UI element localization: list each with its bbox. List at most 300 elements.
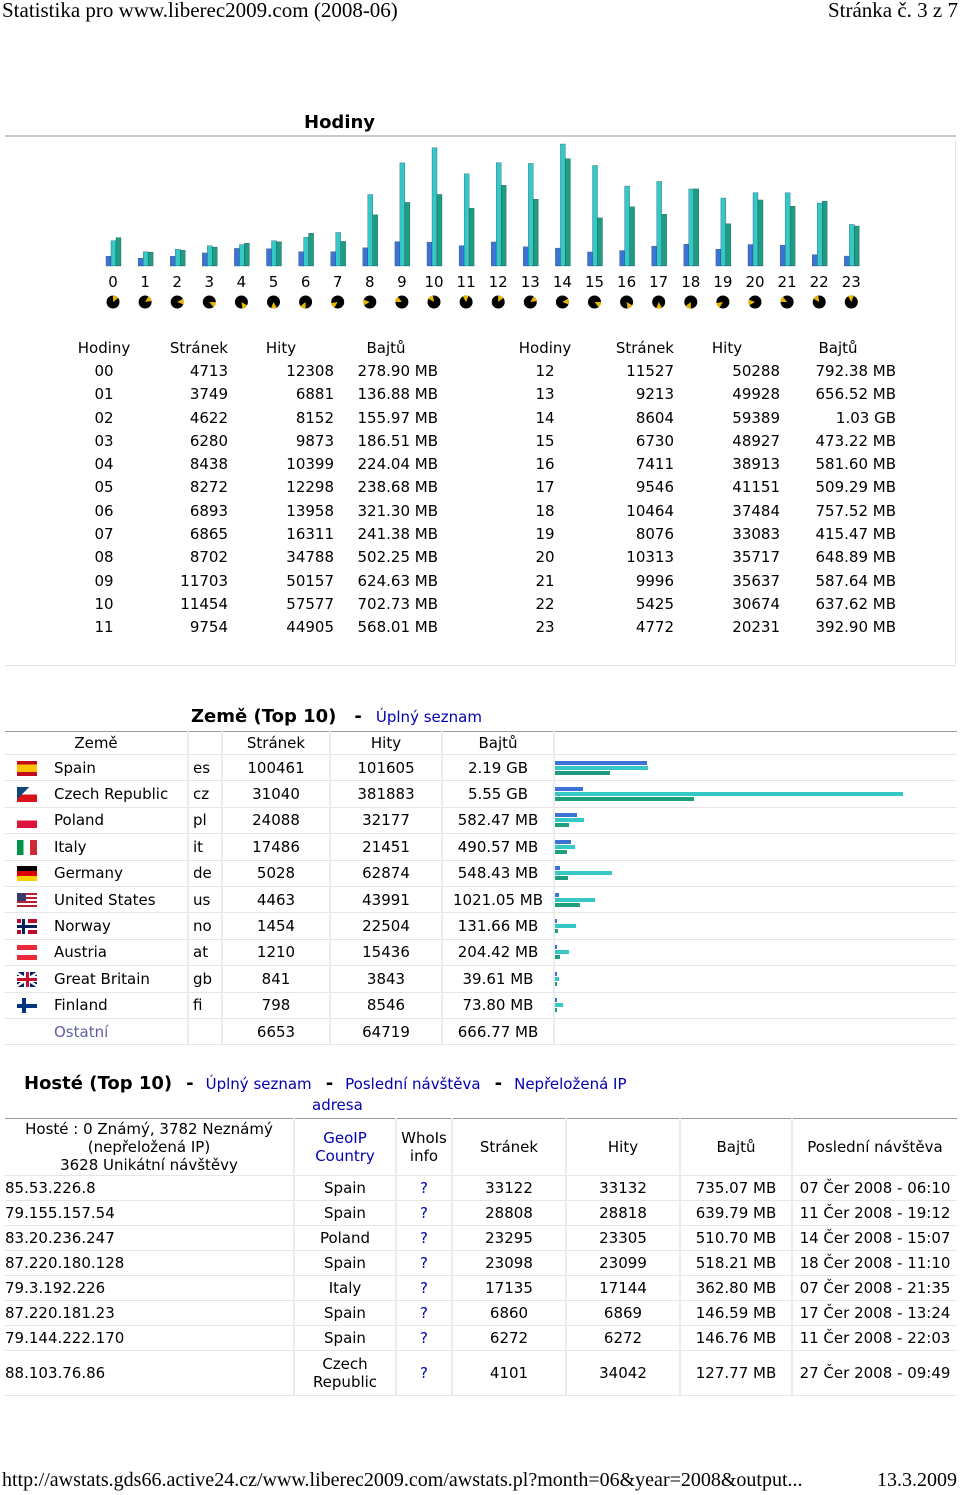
bytes-cell: 278.90 MB (357, 361, 438, 380)
host-country: Spain (294, 1301, 396, 1326)
country-name-cell (5, 886, 188, 912)
hits-cell: 32177 (330, 807, 442, 833)
bytes-cell: 656.52 MB (815, 385, 896, 404)
guests-full-list-link[interactable]: Úplný seznam (205, 1075, 312, 1093)
bytes-cell: 510.70 MB (680, 1226, 792, 1251)
country-name: Germany (54, 864, 123, 883)
title-dash: - (494, 1073, 503, 1094)
last-visit-cell: 18 Čer 2008 - 11:10 (792, 1251, 957, 1276)
guests-table (5, 1118, 957, 1396)
bytes-cell: 39.61 MB (442, 966, 554, 992)
hour-bar-1-pages (138, 258, 143, 266)
hour-bar-15-pages (588, 252, 593, 266)
pages-cell: 24088 (222, 807, 330, 833)
col-pages: Stránek (222, 732, 330, 755)
pages-cell: 4713 (189, 361, 228, 380)
clock-icon (813, 296, 826, 309)
country-bar-pages (555, 787, 583, 791)
geoip-header-line2[interactable]: Country (315, 1147, 375, 1165)
country-bar-pages (555, 972, 557, 976)
whois-link[interactable]: ? (396, 1176, 452, 1201)
title-dash: - (186, 1073, 194, 1094)
hour-cell: 00 (94, 361, 114, 380)
print-header-title: Statistika pro www.liberec2009.com (2008-06) (2, 0, 398, 22)
bytes-cell: 415.47 MB (815, 525, 896, 544)
hits-cell: 34788 (286, 548, 334, 567)
bytes-cell: 362.80 MB (680, 1276, 792, 1301)
clock-icon (781, 296, 794, 309)
bytes-cell: 127.77 MB (680, 1351, 792, 1396)
print-header-page: Stránka č. 3 z 7 (827, 0, 958, 22)
country-name-cell (5, 966, 188, 992)
clock-icon (460, 296, 473, 309)
other-label-cell (5, 1018, 188, 1044)
hour-cell: 08 (94, 548, 114, 567)
hour-bar-5-bytes (277, 242, 282, 266)
hour-row (512, 569, 896, 592)
pages-cell: 9996 (635, 571, 674, 590)
hour-cell: 02 (94, 408, 114, 427)
clock-icon (492, 296, 505, 309)
hour-bar-15-hits (593, 165, 598, 266)
title-dash: - (325, 1073, 334, 1094)
guests-unresolved-ip-link[interactable]: Nepřeložená IP (514, 1075, 627, 1093)
hits-cell: 16311 (286, 525, 334, 544)
pages-cell: 7411 (635, 455, 674, 474)
hour-bar-6-hits (304, 237, 309, 266)
hour-bar-11-bytes (469, 208, 474, 266)
guests-title-text: Hosté (Top 10) (24, 1073, 173, 1094)
host-ip: 79.155.157.54 (5, 1201, 294, 1226)
host-ip: 85.53.226.8 (5, 1176, 294, 1201)
country-bar-pages (555, 945, 557, 949)
hits-cell: 62874 (330, 860, 442, 886)
clock-icon (299, 296, 312, 309)
col-last-visit: Poslední návštěva (792, 1119, 957, 1176)
host-row (5, 1251, 957, 1276)
bytes-cell: 735.07 MB (680, 1176, 792, 1201)
hour-bar-19-hits (721, 198, 726, 266)
hour-bar-14-pages (555, 248, 560, 266)
hits-cell: 9873 (295, 431, 334, 450)
hits-cell: 35717 (732, 548, 780, 567)
clock-icon (107, 296, 120, 309)
pages-cell: 8604 (635, 408, 674, 427)
hour-cell: 21 (535, 571, 555, 590)
hits-cell: 10399 (286, 455, 334, 474)
country-code: no (188, 913, 222, 939)
whois-link[interactable]: ? (396, 1201, 452, 1226)
hour-row (72, 383, 438, 406)
hits-cell: 23305 (566, 1226, 680, 1251)
country-row (5, 860, 957, 886)
pages-cell: 17486 (222, 834, 330, 860)
bytes-cell: 146.59 MB (680, 1301, 792, 1326)
country-row (5, 966, 957, 992)
guests-unresolved-ip-link-wrap[interactable]: adresa (312, 1096, 363, 1114)
hour-bar-22-pages (812, 255, 817, 266)
whois-link[interactable]: ? (396, 1326, 452, 1351)
bytes-cell: 1021.05 MB (442, 886, 554, 912)
country-row (5, 939, 957, 965)
country-bars-cell (554, 755, 957, 781)
hour-bar-2-pages (170, 256, 175, 266)
hits-cell: 3843 (330, 966, 442, 992)
hits-cell: 50288 (732, 361, 780, 380)
guests-title (24, 1073, 627, 1094)
hour-bar-14-hits (560, 144, 565, 266)
hits-cell: 64719 (330, 1018, 442, 1044)
hour-bar-12-hits (496, 163, 501, 266)
clock-icon (716, 296, 729, 309)
bytes-cell: 502.25 MB (357, 548, 438, 567)
country-name-cell (5, 939, 188, 965)
hour-bar-0-pages (106, 256, 111, 266)
hour-cell: 05 (94, 478, 114, 497)
bytes-cell: 238.68 MB (357, 478, 438, 497)
pages-cell: 4463 (222, 886, 330, 912)
country-name: Poland (54, 811, 105, 830)
countries-title-text: Země (Top 10) (191, 706, 337, 727)
hour-row (72, 569, 438, 592)
pages-cell: 6272 (452, 1326, 566, 1351)
hour-row (72, 616, 438, 639)
hour-bar-12-bytes (501, 185, 506, 266)
countries-full-list-link[interactable]: Úplný seznam (375, 708, 482, 726)
pages-cell: 23098 (452, 1251, 566, 1276)
clock-icon (363, 296, 376, 309)
col-bytes: Bajtů (366, 338, 406, 357)
hits-cell: 12298 (286, 478, 334, 497)
pages-cell: 4772 (635, 618, 674, 637)
whois-link[interactable]: ? (396, 1251, 452, 1276)
country-row (5, 781, 957, 807)
hour-cell: 20 (535, 548, 555, 567)
country-bar-pages (555, 840, 571, 844)
country-code: gb (188, 966, 222, 992)
country-bar-bytes (555, 929, 558, 933)
pages-cell: 6280 (189, 431, 228, 450)
hours-title: Hodiny (304, 112, 376, 133)
hour-bar-16-hits (625, 186, 630, 266)
hour-tick-label: 11 (456, 273, 476, 291)
pages-cell: 31040 (222, 781, 330, 807)
hour-tick-label: 5 (268, 273, 279, 291)
bytes-cell: 581.60 MB (815, 455, 896, 474)
col-hits: Hity (566, 1119, 680, 1176)
hour-bar-20-pages (748, 244, 753, 266)
whois-header-line2: info (409, 1147, 439, 1165)
country-name-cell (5, 781, 188, 807)
pages-cell: 6860 (452, 1301, 566, 1326)
countries-table (5, 731, 957, 1045)
bytes-cell: 648.89 MB (815, 548, 896, 567)
bytes-cell: 757.52 MB (815, 501, 896, 520)
country-bars-cell (554, 781, 957, 807)
country-code: es (188, 755, 222, 781)
hits-cell: 33083 (732, 525, 780, 544)
hour-bar-19-bytes (726, 224, 731, 266)
bytes-cell: 5.55 GB (442, 781, 554, 807)
hour-bar-21-hits (785, 193, 790, 266)
hour-row (512, 546, 896, 569)
hour-bar-10-hits (432, 148, 437, 266)
country-bars-cell (554, 939, 957, 965)
print-footer-date: 13.3.2009 (877, 1469, 957, 1491)
hour-row (72, 522, 438, 545)
bytes-cell: 624.63 MB (357, 571, 438, 590)
pages-cell: 8702 (189, 548, 228, 567)
hour-bar-12-pages (491, 242, 496, 266)
clock-icon (524, 296, 537, 309)
country-bar-pages (555, 813, 577, 817)
country-name-cell (5, 992, 188, 1018)
bytes-cell: 702.73 MB (357, 594, 438, 613)
last-visit-cell: 11 Čer 2008 - 22:03 (792, 1326, 957, 1351)
whois-link[interactable]: ? (396, 1351, 452, 1396)
hour-bar-17-bytes (662, 214, 667, 266)
pages-cell: 9546 (635, 478, 674, 497)
hour-tick-label: 4 (236, 273, 247, 291)
hour-cell: 10 (94, 594, 114, 613)
hour-cell: 19 (535, 525, 555, 544)
hour-bar-13-pages (523, 247, 528, 266)
hits-cell: 6881 (295, 385, 334, 404)
hour-bar-14-bytes (565, 159, 570, 266)
hour-cell: 14 (535, 408, 555, 427)
clock-icon (139, 296, 152, 309)
flag-fi-icon (17, 998, 37, 1013)
bytes-cell: 568.01 MB (357, 618, 438, 637)
pages-cell: 33122 (452, 1176, 566, 1201)
hour-tick-label: 23 (841, 273, 861, 291)
last-visit-cell: 07 Čer 2008 - 06:10 (792, 1176, 957, 1201)
clock-icon (267, 296, 280, 309)
pages-cell: 6893 (189, 501, 228, 520)
country-bar-hits (555, 898, 595, 902)
host-row (5, 1226, 957, 1251)
clock-icon (620, 296, 633, 309)
hour-cell: 06 (94, 501, 114, 520)
clock-icon (203, 296, 216, 309)
country-bars-cell (554, 966, 957, 992)
hour-tick-label: 10 (424, 273, 444, 291)
hour-tick-label: 12 (488, 273, 508, 291)
hour-bar-9-hits (400, 163, 405, 266)
country-name-cell (5, 860, 188, 886)
hits-cell: 6272 (566, 1326, 680, 1351)
bytes-cell: 518.21 MB (680, 1251, 792, 1276)
hour-bar-7-bytes (341, 241, 346, 266)
hour-bar-0-hits (111, 241, 116, 266)
hits-cell: 8152 (295, 408, 334, 427)
hour-bar-0-bytes (116, 238, 121, 266)
country-bar-hits (555, 792, 903, 796)
country-code: pl (188, 807, 222, 833)
host-row (5, 1201, 957, 1226)
hour-bar-3-hits (207, 246, 212, 266)
bytes-cell: 204.42 MB (442, 939, 554, 965)
hour-row (512, 359, 896, 382)
hits-cell: 48927 (732, 431, 780, 450)
hour-row (512, 406, 896, 429)
hits-cell: 21451 (330, 834, 442, 860)
hour-tick-label: 7 (332, 273, 343, 291)
country-bars-cell (554, 886, 957, 912)
hits-cell: 41151 (732, 478, 780, 497)
pages-cell: 10313 (626, 548, 674, 567)
host-ip: 79.144.222.170 (5, 1326, 294, 1351)
geoip-header-line1[interactable]: GeoIP (323, 1129, 367, 1147)
hits-cell: 38913 (732, 455, 780, 474)
flag-gb-icon (17, 972, 37, 987)
hour-cell: 11 (94, 618, 114, 637)
hour-bar-4-bytes (244, 243, 249, 266)
country-code: us (188, 886, 222, 912)
pages-cell: 3749 (189, 385, 228, 404)
hour-tick-label: 19 (713, 273, 733, 291)
hits-cell: 23099 (566, 1251, 680, 1276)
clock-icon (684, 296, 697, 309)
col-bytes: Bajtů (818, 338, 858, 357)
last-visit-cell: 11 Čer 2008 - 19:12 (792, 1201, 957, 1226)
country-bar-hits (555, 977, 559, 981)
country-bar-hits (555, 1003, 563, 1007)
host-country: Spain (294, 1176, 396, 1201)
bytes-cell: 2.19 GB (442, 755, 554, 781)
host-row (5, 1301, 957, 1326)
hour-bar-13-hits (528, 163, 533, 266)
bytes-cell: 186.51 MB (357, 431, 438, 450)
bytes-cell: 490.57 MB (442, 834, 554, 860)
hour-bar-3-pages (202, 253, 207, 266)
bytes-cell: 155.97 MB (357, 408, 438, 427)
host-country: Spain (294, 1326, 396, 1351)
pages-cell: 11454 (180, 594, 228, 613)
hits-cell: 381883 (330, 781, 442, 807)
country-name-cell (5, 834, 188, 860)
country-row (5, 992, 957, 1018)
host-country: Spain (294, 1251, 396, 1276)
whois-link[interactable]: ? (396, 1276, 452, 1301)
hour-row (72, 499, 438, 522)
hour-bar-23-pages (844, 256, 849, 266)
hour-bar-9-bytes (405, 202, 410, 266)
pages-cell: 9213 (635, 385, 674, 404)
pages-cell: 6653 (222, 1018, 330, 1044)
last-visit-cell: 14 Čer 2008 - 15:07 (792, 1226, 957, 1251)
hour-row (72, 452, 438, 475)
country-name: Norway (54, 917, 111, 936)
bytes-cell: 548.43 MB (442, 860, 554, 886)
bytes-cell: 241.38 MB (357, 525, 438, 544)
country-name: Czech Republic (54, 785, 169, 804)
clock-icon (588, 296, 601, 309)
hour-bar-19-pages (716, 249, 721, 266)
country-row (5, 886, 957, 912)
col-bytes: Bajtů (442, 732, 554, 755)
hits-cell: 22504 (330, 913, 442, 939)
country-bar-bytes (555, 982, 557, 986)
host-summary-line1: Hosté : 0 Známý, 3782 Neznámý (25, 1120, 273, 1138)
hits-cell: 57577 (286, 594, 334, 613)
bytes-cell: 637.62 MB (815, 594, 896, 613)
hits-cell: 35637 (732, 571, 780, 590)
pages-cell: 8438 (189, 455, 228, 474)
guests-last-visit-link[interactable]: Poslední návštěva (345, 1075, 481, 1093)
country-bar-bytes (555, 850, 567, 854)
pages-cell: 11703 (180, 571, 228, 590)
hour-tick-label: 17 (649, 273, 669, 291)
col-bytes: Bajtů (680, 1119, 792, 1176)
pages-cell: 9754 (189, 618, 228, 637)
country-bar-bytes (555, 903, 580, 907)
flag-pl-icon (17, 813, 37, 828)
hits-cell: 43991 (330, 886, 442, 912)
whois-link[interactable]: ? (396, 1226, 452, 1251)
host-row (5, 1176, 957, 1201)
col-hits: Hity (711, 338, 743, 357)
hour-tick-label: 15 (584, 273, 605, 291)
hour-bar-8-hits (368, 195, 373, 266)
hours-chart (0, 140, 960, 320)
col-hours: Hodiny (518, 338, 572, 357)
country-bars-cell (554, 834, 957, 860)
country-bar-bytes (555, 823, 569, 827)
pages-cell: 28808 (452, 1201, 566, 1226)
hits-cell: 37484 (732, 501, 780, 520)
hour-cell: 01 (94, 385, 114, 404)
hour-bar-18-hits (689, 189, 694, 266)
country-bar-bytes (555, 1008, 557, 1012)
country-bar-pages (555, 866, 560, 870)
whois-link[interactable]: ? (396, 1301, 452, 1326)
hour-bar-22-hits (817, 203, 822, 266)
hour-tick-label: 3 (204, 273, 215, 291)
hour-bar-18-pages (684, 244, 689, 266)
hour-bar-6-pages (299, 252, 304, 266)
col-hits: Hity (330, 732, 442, 755)
country-bar-bytes (555, 955, 560, 959)
clock-icon (331, 296, 344, 309)
hour-cell: 23 (535, 618, 555, 637)
country-name: Finland (54, 996, 108, 1015)
clock-icon (395, 296, 408, 309)
whois-header-line1: WhoIs (401, 1129, 447, 1147)
country-name-cell (5, 913, 188, 939)
flag-at-icon (17, 945, 37, 960)
col-geoip (294, 1119, 396, 1176)
hour-bar-6-bytes (309, 233, 314, 266)
hour-bar-4-pages (234, 248, 239, 266)
country-name-cell (5, 755, 188, 781)
hour-bar-5-pages (267, 249, 272, 266)
hour-row (512, 429, 896, 452)
flag-us-icon (17, 893, 37, 908)
country-bar-pages (555, 761, 647, 765)
host-row (5, 1326, 957, 1351)
hour-tick-label: 8 (365, 273, 375, 291)
hour-cell: 22 (535, 594, 555, 613)
pages-cell: 8272 (189, 478, 228, 497)
country-name: Italy (54, 837, 87, 856)
hour-cell: 13 (535, 385, 555, 404)
host-country: Czech Republic (294, 1351, 396, 1396)
hour-row (512, 452, 896, 475)
bytes-cell: 136.88 MB (357, 385, 438, 404)
hour-cell: 03 (94, 431, 114, 450)
host-summary-line2: (nepřeložená IP) (87, 1138, 211, 1156)
